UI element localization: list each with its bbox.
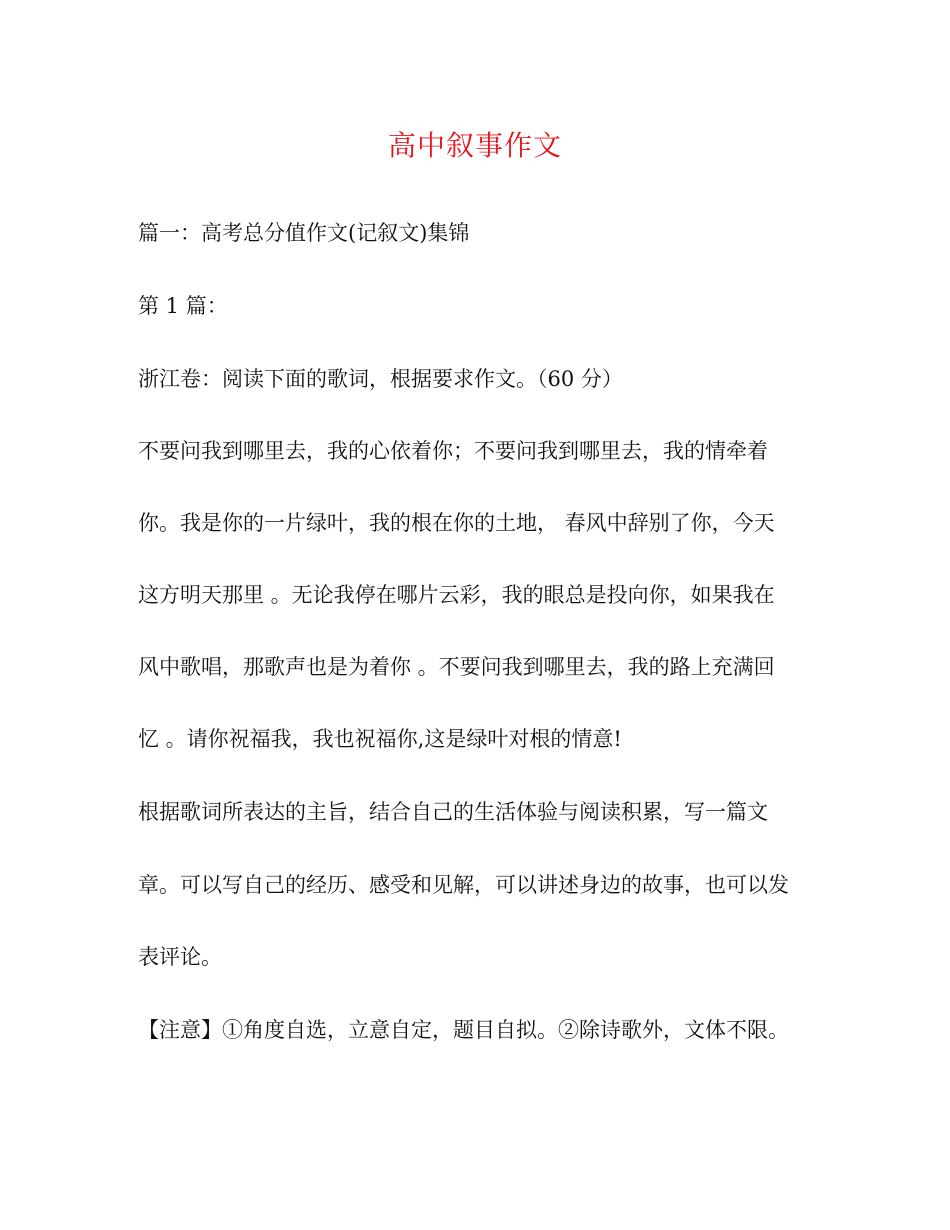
- document-title: 高中叙事作文: [387, 129, 562, 162]
- lyrics-line: 不要问我到哪里去，我的心依着你；不要问我到哪里去，我的情牵着: [138, 439, 768, 463]
- article-number: 第 1 篇：: [138, 294, 228, 318]
- lyrics-line: 风中歌唱，那歌声也是为着你 。不要问我到哪里去，我的路上充满回: [138, 655, 775, 679]
- lyrics-line: 忆 。请你祝福我，我也祝福你,这是绿叶对根的情意!: [138, 727, 622, 751]
- instruction-line: 表评论。: [138, 945, 222, 969]
- exam-prompt: 浙江卷：阅读下面的歌词，根据要求作文。（60 分）: [138, 367, 623, 391]
- instruction-line: 根据歌词所表达的主旨，结合自己的生活体验与阅读积累，写一篇文: [138, 800, 768, 824]
- lyrics-line: 这方明天那里 。无论我停在哪片云彩，我的眼总是投向你，如果我在: [138, 583, 775, 607]
- lyrics-line: 你。我是你的一片绿叶，我的根在你的土地， 春风中辞别了你，今天: [138, 511, 775, 535]
- instruction-line: 章。可以写自己的经历、感受和见解，可以讲述身边的故事，也可以发: [138, 873, 789, 897]
- section-heading: 篇一：高考总分值作文(记叙文)集锦: [138, 221, 470, 245]
- note-line: 【注意】①角度自选，立意自定，题目自拟。②除诗歌外，文体不限。: [138, 1018, 789, 1042]
